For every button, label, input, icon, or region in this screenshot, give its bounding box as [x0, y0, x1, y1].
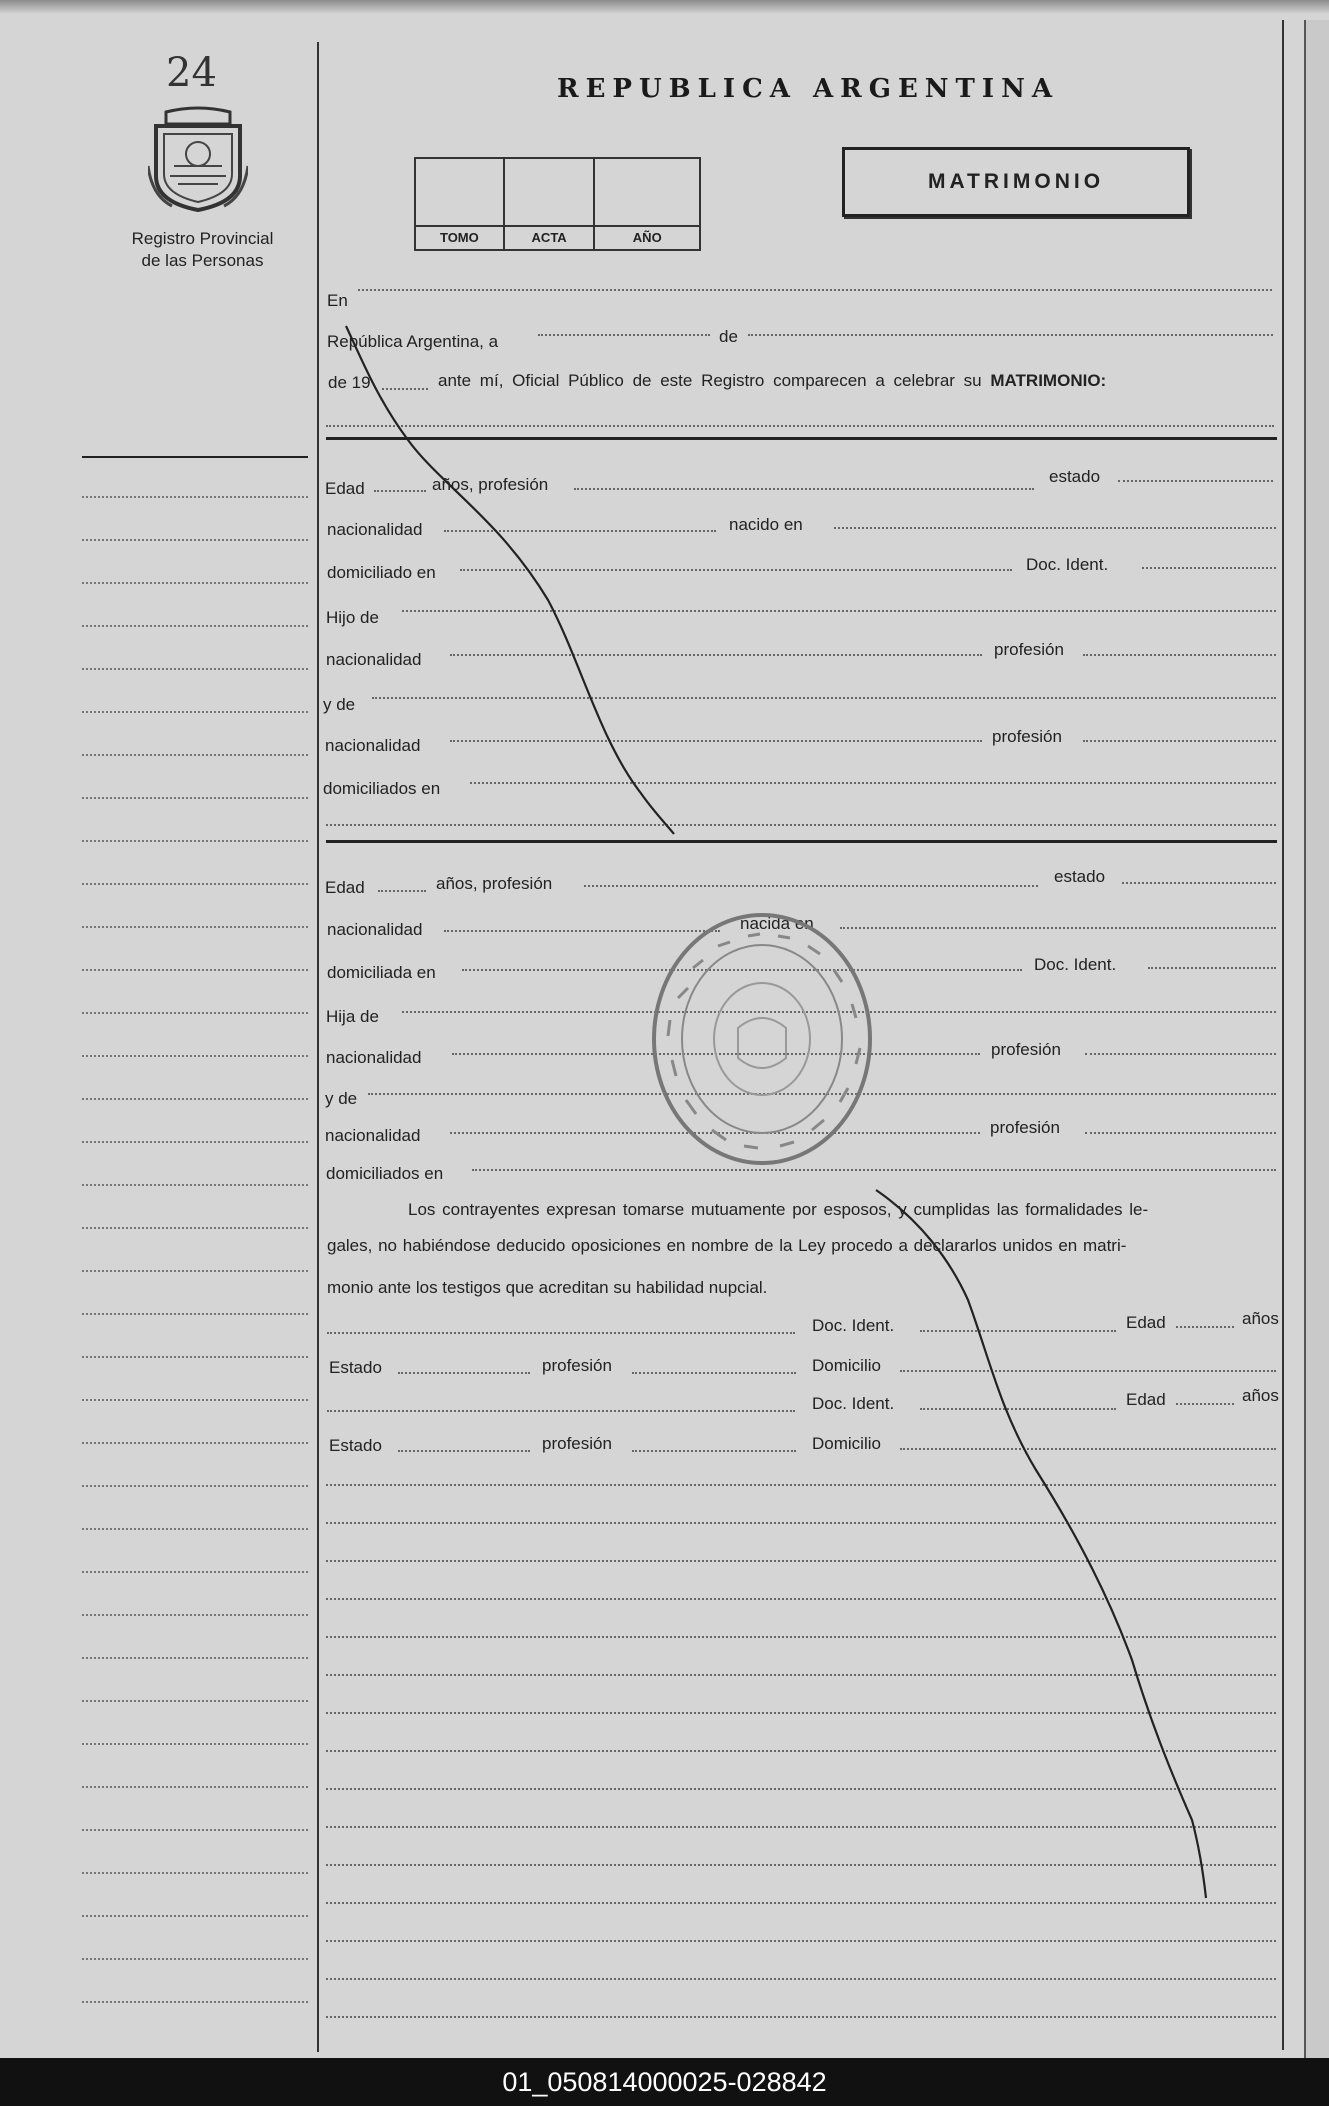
witness1-profesion-label: profesión — [542, 1356, 612, 1375]
groom-nac3-label: nacionalidad — [325, 736, 421, 755]
page-number: 24 — [166, 50, 217, 96]
witness1-estado-label: Estado — [329, 1358, 382, 1377]
bride-nacionalidad-label: nacionalidad — [327, 920, 423, 939]
bride-estado-label: estado — [1054, 867, 1106, 886]
bride-yde-label: y de — [325, 1089, 358, 1108]
groom-hijo-label: Hijo de — [326, 608, 379, 627]
groom-prof-label: profesión — [994, 640, 1064, 659]
declaration-line1: Los contrayentes expresan tomarse mutuamente por esposos, y cumplidas las formalidades le- — [408, 1200, 1149, 1219]
witness2-doc-label: Doc. Ident. — [812, 1394, 895, 1413]
witness1-anos-label: años — [1242, 1309, 1279, 1328]
bride-prof2-label: profesión — [990, 1118, 1060, 1137]
groom-nacionalidad-label: nacionalidad — [327, 520, 423, 539]
groom-yde-label: y de — [323, 695, 356, 714]
groom-edad-label: Edad — [325, 479, 365, 498]
bride-prof-label: profesión — [991, 1040, 1061, 1059]
groom-estado-label: estado — [1049, 467, 1101, 486]
year-prefix-label: de 19 — [328, 373, 371, 392]
witness2-estado-label: Estado — [329, 1436, 382, 1455]
groom-domiciliados-label: domiciliados en — [323, 779, 441, 798]
bride-doc-label: Doc. Ident. — [1034, 955, 1117, 974]
bride-domiciliados-label: domiciliados en — [326, 1164, 444, 1183]
bride-hija-label: Hija de — [326, 1007, 379, 1026]
groom-nacido-label: nacido en — [729, 515, 803, 534]
bride-anos-profesion-label: años, profesión — [436, 874, 553, 893]
document-id-footer: 01_050814000025-028842 — [0, 2058, 1329, 2106]
de-label: de — [719, 327, 738, 346]
witness2-domicilio-label: Domicilio — [812, 1434, 881, 1453]
bride-domiciliada-label: domiciliada en — [327, 963, 436, 982]
witness2-anos-label: años — [1242, 1386, 1279, 1405]
groom-domiciliado-label: domiciliado en — [327, 563, 436, 582]
document-type-box: MATRIMONIO — [842, 147, 1190, 217]
ano-label: AÑO — [595, 225, 699, 249]
registry-line1: Registro Provincial — [131, 229, 274, 248]
en-label: En — [327, 291, 348, 310]
bride-edad-label: Edad — [325, 878, 365, 897]
acta-label: ACTA — [505, 225, 594, 249]
groom-anos-profesion-label: años, profesión — [432, 475, 549, 494]
ante-label: ante mí, Oficial Público de este Registro comparecen a celebrar su — [438, 371, 982, 390]
page-title: REPUBLICA ARGENTINA — [557, 74, 1060, 104]
registry-line2: de las Personas — [141, 251, 264, 270]
groom-prof2-label: profesión — [992, 727, 1062, 746]
witness2-edad-label: Edad — [1126, 1390, 1166, 1409]
bride-nacida-label: nacida en — [740, 914, 814, 933]
bride-nac2-label: nacionalidad — [326, 1048, 422, 1067]
declaration-line3: monio ante los testigos que acreditan su habilidad nupcial. — [327, 1278, 768, 1297]
groom-doc-label: Doc. Ident. — [1026, 555, 1109, 574]
matrimonio-label: MATRIMONIO: — [990, 371, 1107, 390]
declaration-line2: gales, no habiéndose deducido oposiciones en nombre de la Ley procedo a declararlos unidos en matri- — [327, 1236, 1127, 1255]
witness1-edad-label: Edad — [1126, 1313, 1166, 1332]
bride-nac3-label: nacionalidad — [325, 1126, 421, 1145]
tomo-label: TOMO — [416, 225, 503, 249]
witness1-domicilio-label: Domicilio — [812, 1356, 881, 1375]
witness1-doc-label: Doc. Ident. — [812, 1316, 895, 1335]
groom-nac2-label: nacionalidad — [326, 650, 422, 669]
republica-label: República Argentina, a — [327, 332, 499, 351]
witness2-profesion-label: profesión — [542, 1434, 612, 1453]
